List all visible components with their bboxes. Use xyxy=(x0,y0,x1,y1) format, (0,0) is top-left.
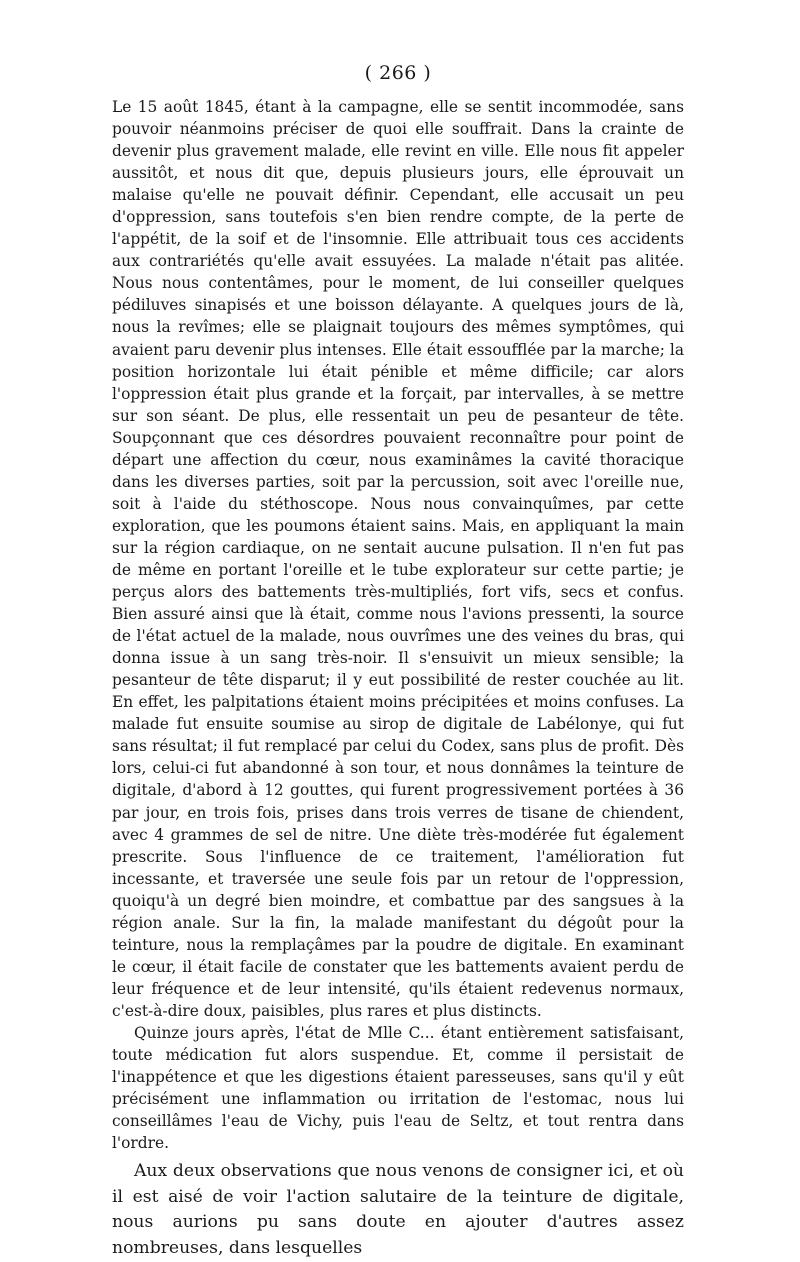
paragraph-follow-up: Quinze jours après, l'état de Mlle C... étant entièrement satisfaisant, toute médication fut alors suspendue. Et, comme il persistait de l'inappétence et que les digestions étaient paresseuses, sans qu'il y eût précisément une inflammation ou irritation de l'estomac, nous lui conseillâmes l'eau de Vichy, puis l'eau de Seltz, et tout rentra dans l'ordre. xyxy=(112,1023,684,1153)
book-page xyxy=(112,58,684,1261)
paragraph-case-report: Le 15 août 1845, étant à la campagne, elle se sentit incommodée, sans pouvoir néanmoins préciser de quoi elle souffrait. Dans la crainte de devenir plus gravement malade, elle revint en ville. Elle nous fit appeler aussitôt, et nous dit que, depuis plusieurs jours, elle éprouvait un malaise qu'elle ne pouvait définir. Cependant, elle accusait un peu d'oppression, sans toutefois s'en bien rendre compte, de la perte de l'appétit, de la soif et de l'insomnie. Elle attribuait tous ces accidents aux contrariétés qu'elle avait essuyées. La malade n'était pas alitée. Nous nous contentâmes, pour le moment, de lui conseiller quelques pédiluves sinapisés et une boisson délayante. A quelques jours de là, nous la revîmes; elle se plaignait toujours des mêmes symptômes, qui avaient paru devenir plus intenses. Elle était essoufflée par la marche; la position horizontale lui était pénible et même difficile; car alors l'oppression était plus grande et la forçait, par intervalles, à se mettre sur son séant. De plus, elle ressentait un peu de pesanteur de tête. Soupçonnant que ces désordres pouvaient reconnaître pour point de départ une affection du cœur, nous examinâmes la cavité thoracique dans les diverses parties, soit par la percussion, soit avec l'oreille nue, soit à l'aide du stéthoscope. Nous nous convainquîmes, par cette exploration, que les poumons étaient sains. Mais, en appliquant la main sur la région cardiaque, on ne sentait aucune pulsation. Il n'en fut pas de même en portant l'oreille et le tube explorateur sur cette partie; je perçus alors des battements très-multipliés, fort vifs, secs et confus. Bien assuré ainsi que là était, comme nous l'avions pressenti, la source de l'état actuel de la malade, nous ouvrîmes une des veines du bras, qui donna issue à un sang très-noir. Il s'ensuivit un mieux sensible; la pesanteur de tête disparut; il y eut possibilité de rester couchée au lit. En effet, les palpitations étaient moins précipitées et moins confuses. La malade fut ensuite soumise au sirop de digitale de Labélonye, qui fut sans résultat; il fut remplacé par celui du Codex, sans plus de profit. Dès lors, celui-ci fut abandonné à son tour, et nous donnâmes la teinture de digitale, d'abord à 12 gouttes, qui furent progressivement portées à 36 par jour, en trois fois, prises dans trois verres de tisane de chiendent, avec 4 grammes de sel de nitre. Une diète très-modérée fut également prescrite. Sous l'influence de ce traitement, l'amélioration fut incessante, et traversée une seule fois par un retour de l'oppression, quoiqu'à un degré bien moindre, et combattue par des sangsues à la région anale. Sur la fin, la malade manifestant du dégoût pour la teinture, nous la remplaçâmes par la poudre de digitale. En examinant le cœur, il était facile de constater que les battements avaient perdu de leur fréquence et de leur intensité, qu'ils étaient redevenus normaux, c'est-à-dire doux, paisibles, plus rares et plus distincts. xyxy=(112,98,684,1020)
paragraph-conclusion: Aux deux observations que nous venons de consigner ici, et où il est aisé de voir l'action salutaire de la teinture de digitale, nous aurions pu sans doute en ajouter d'autres assez nombreuses, dans lesquelles xyxy=(112,1161,684,1258)
page-number: ( 266 ) xyxy=(364,62,432,84)
